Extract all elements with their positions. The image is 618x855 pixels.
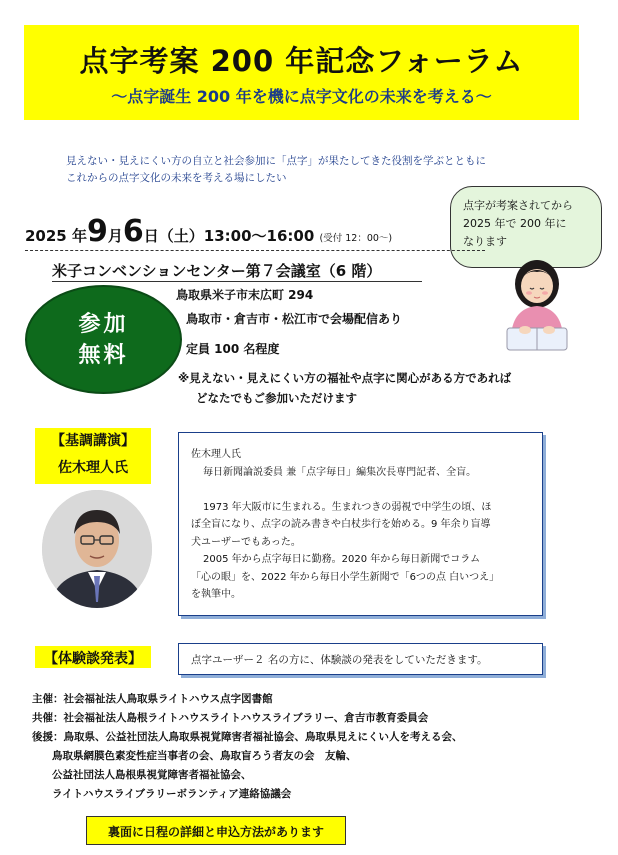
keynote-bio-box (178, 432, 543, 616)
event-date (25, 214, 392, 249)
venue-name: 米子コンベンションセンター第７会議室（6 階） (52, 262, 382, 280)
bio-line: ぼ全盲になり、点字の読み書きや白杖歩行を始める。9 年余り盲導 (191, 519, 491, 530)
date-day-unit: 日 (143, 227, 159, 245)
page-subtitle: ～点字誕生 200 年を機に点字文化の未来を考える～ (111, 87, 492, 106)
intro-line: これからの点字文化の未来を考える場にしたい (66, 172, 287, 184)
eligibility-note (178, 368, 578, 408)
bubble-line: 2025 年で 200 年に (463, 217, 567, 230)
date-time: （土）13:00～16:00 (158, 227, 315, 245)
reading-person-illustration (497, 248, 577, 358)
free-admission-text (27, 309, 180, 371)
intro-line: 見えない・見えにくい方の自立と社会参加に「点字」が果たしてきた役割を学ぶとともに (66, 155, 486, 167)
title-banner (24, 25, 579, 120)
date-month: 9 (86, 214, 108, 249)
bio-line: 1973 年大阪市に生まれる。生まれつきの弱視で中学生の頃、ほ (203, 501, 492, 513)
badge-line: 無料 (78, 343, 129, 368)
date-month-unit: 月 (107, 227, 123, 245)
reception-time: (受付 12：00～) (319, 233, 393, 244)
experience-description: 点字ユーザー２ 名の方に、体験談の発表をしていただきます。 (191, 654, 488, 666)
experience-description-box (178, 643, 543, 675)
page-title: 点字考案 200 年記念フォーラム (79, 44, 524, 78)
experience-heading-box (35, 646, 151, 668)
bio-gap (191, 481, 536, 499)
host-line: 主催：社会福祉法人鳥取県ライトハウス点字図書館 (32, 693, 273, 705)
bio-line: を執筆中。 (191, 589, 241, 600)
keynote-label: 【基調講演】 (51, 433, 135, 449)
organizers (32, 690, 592, 804)
bio-line: 佐木理人氏 (191, 449, 241, 460)
support-line: 鳥取県網膜色素変性症当事者の会、鳥取盲ろう者友の会 友輪、 (52, 750, 357, 762)
support-line: 公益社団法人島根県視覚障害者福祉協会、 (52, 769, 252, 781)
experience-label: 【体験談発表】 (44, 651, 142, 667)
note-line: どなたでもご参加いただけます (196, 391, 357, 405)
speech-bubble-text (463, 197, 593, 251)
bio-line: 毎日新聞論説委員 兼「点字毎日」編集次長専門記者、全盲。 (203, 466, 477, 478)
cohost-line: 共催：社会福祉法人島根ライトハウスライトハウスライブラリー、倉吉市教育委員会 (32, 712, 429, 724)
bubble-line: 点字が考案されてから (463, 199, 573, 212)
keynote-heading-box (35, 428, 151, 484)
support-line: 後援：鳥取県、公益社団法人鳥取県視覚障害者福祉協会、鳥取県見えにくい人を考える会、 (32, 731, 463, 743)
date-day: 6 (122, 214, 144, 249)
free-admission-badge (25, 285, 182, 394)
bubble-line: なります (463, 235, 507, 248)
support-line: ライトハウスライブラリーボランティア連絡協議会 (52, 788, 292, 800)
venue-address: 鳥取県米子市末広町 294 (176, 288, 314, 302)
keynote-bio (191, 446, 536, 604)
bio-line: 2005 年から点字毎日に勤務。2020 年から毎日新聞でコラム (203, 554, 481, 565)
bio-line: 「心の眼」を、2022 年から毎日小学生新聞で「6つの点 白いつえ」 (191, 571, 500, 583)
bio-line: 犬ユーザーでもあった。 (191, 536, 301, 548)
date-year: 2025 年 (25, 227, 87, 245)
reverse-side-notice-box (86, 816, 346, 845)
keynote-speaker-name: 佐木理人氏 (58, 460, 128, 476)
satellite-venues: 鳥取市・倉吉市・松江市で会場配信あり (186, 312, 403, 326)
badge-line: 参加 (78, 312, 129, 337)
venue-underline (52, 281, 422, 282)
note-line: ※見えない・見えにくい方の福祉や点字に関心がある方であれば (178, 371, 512, 385)
intro-text (66, 153, 546, 187)
date-divider (25, 250, 485, 251)
capacity: 定員 100 名程度 (186, 342, 280, 356)
speaker-photo (42, 490, 152, 608)
reverse-side-notice: 裏面に日程の詳細と申込方法があります (107, 825, 324, 839)
